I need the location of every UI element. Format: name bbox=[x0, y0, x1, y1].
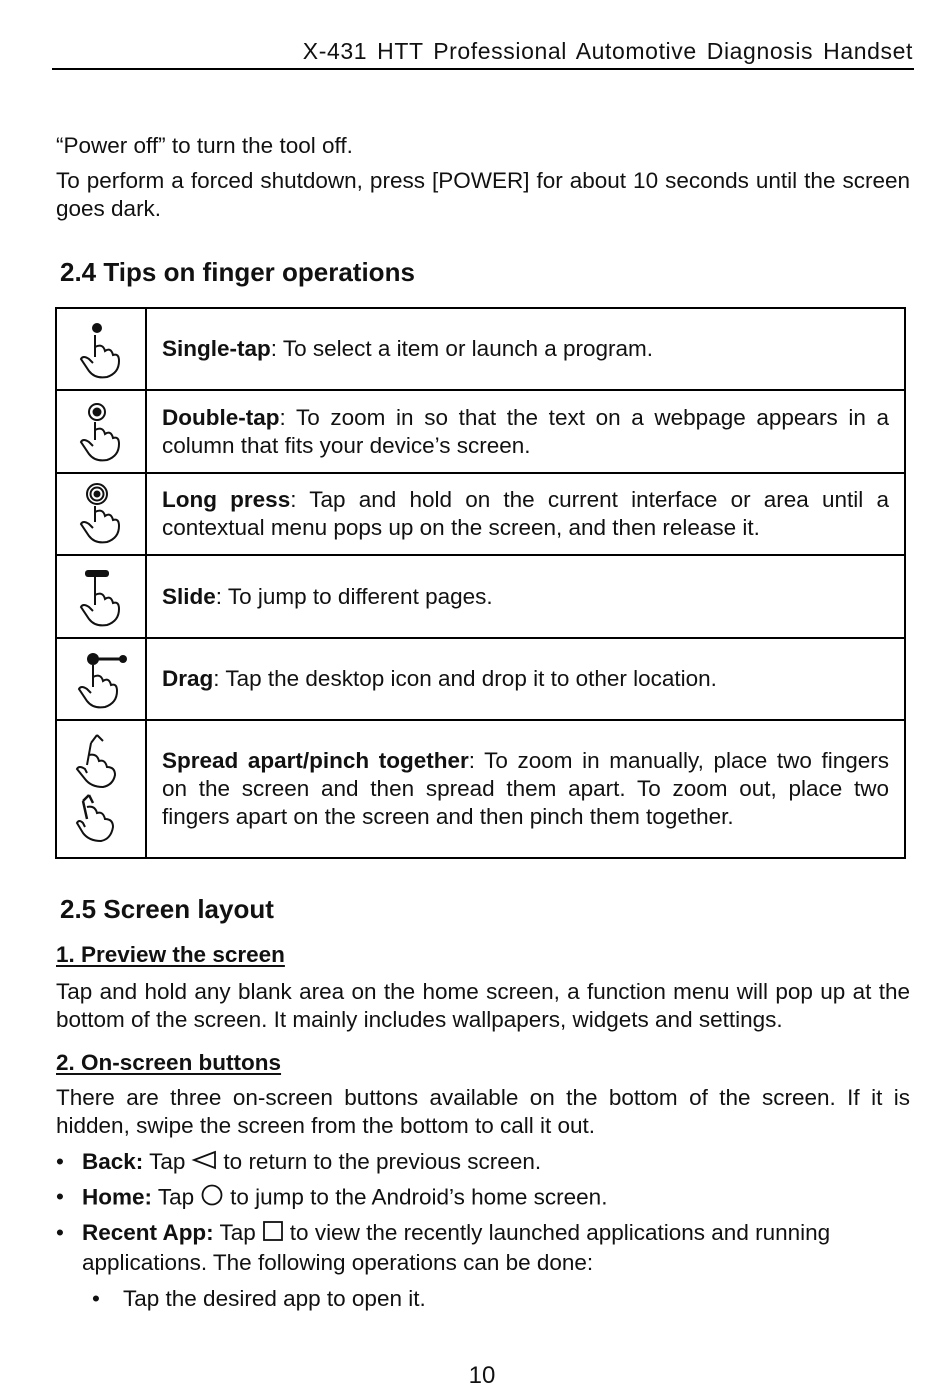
sub-bullet-text: Tap the desired app to open it. bbox=[123, 1286, 426, 1311]
section-heading-tips: 2.4 Tips on finger operations bbox=[60, 257, 415, 287]
bullet-dot: • bbox=[56, 1149, 64, 1174]
tip-term: Slide bbox=[162, 583, 216, 609]
slide-gesture-icon bbox=[57, 565, 145, 629]
tip-row-single-tap bbox=[56, 308, 905, 390]
bullet-pre: Tap bbox=[143, 1149, 186, 1174]
bullet-recent-app bbox=[56, 1219, 910, 1279]
bullet-term: Back: bbox=[82, 1149, 144, 1174]
tip-row-long-press bbox=[56, 473, 905, 555]
preview-paragraph: Tap and hold any blank area on the home screen, a function menu will pop up at the bottom of the screen. It mainly includes wallpapers, widgets and settings. bbox=[56, 979, 910, 1032]
bullet-post: to jump to the Android’s home screen. bbox=[230, 1184, 608, 1210]
bullet-term: Recent App: bbox=[82, 1220, 214, 1245]
intro-line-1: “Power off” to turn the tool off. bbox=[56, 133, 353, 158]
single-tap-gesture-icon bbox=[57, 317, 145, 381]
bullet-pre: Tap bbox=[213, 1220, 256, 1245]
section-heading-layout: 2.5 Screen layout bbox=[60, 894, 274, 924]
tip-term: Single-tap bbox=[162, 336, 271, 361]
bullet-term: Home: bbox=[82, 1184, 153, 1210]
tip-desc: : To jump to different pages. bbox=[215, 583, 493, 609]
tip-desc: : Tap the desktop icon and drop it to other location. bbox=[213, 666, 717, 691]
tip-term: Double-tap bbox=[162, 404, 280, 430]
running-header: X-431 HTT Professional Automotive Diagnosis Handset bbox=[302, 38, 913, 64]
intro-line-2: To perform a forced shutdown, press [POWER] for about 10 seconds until the screen goes dark. bbox=[56, 168, 910, 221]
long-press-gesture-icon bbox=[57, 482, 145, 546]
drag-gesture-icon bbox=[57, 647, 145, 711]
tip-desc: : To select a item or launch a program. bbox=[270, 336, 654, 361]
bullet-dot: • bbox=[92, 1286, 100, 1311]
home-circle-icon bbox=[200, 1183, 224, 1214]
subheading-onscreen-buttons: 2. On-screen buttons bbox=[56, 1050, 282, 1075]
tip-term: Long press bbox=[162, 487, 291, 512]
sub-bullet-open-app bbox=[92, 1285, 910, 1315]
page-number: 10 bbox=[468, 1362, 496, 1389]
spread-pinch-gesture-icon bbox=[57, 729, 145, 849]
double-tap-gesture-icon bbox=[57, 400, 145, 464]
onscreen-buttons-paragraph: There are three on-screen buttons available on the bottom of the screen. If it is hidden, swipe the screen from the bottom to call it out. bbox=[56, 1085, 910, 1138]
tip-term: Drag bbox=[162, 666, 214, 691]
tip-desc: : Tap and hold on the current interface or area until a contextual menu pops up on the screen, and then release it. bbox=[162, 487, 889, 540]
bullet-home bbox=[56, 1183, 910, 1213]
subheading-preview: 1. Preview the screen bbox=[56, 942, 285, 967]
bullet-post: to return to the previous screen. bbox=[223, 1149, 542, 1174]
bullet-dot: • bbox=[56, 1184, 64, 1209]
header-rule bbox=[52, 68, 914, 70]
tip-row-spread-pinch bbox=[56, 720, 905, 858]
tip-row-slide bbox=[56, 555, 905, 638]
bullet-dot: • bbox=[56, 1220, 64, 1245]
tip-term: Spread apart/pinch together bbox=[162, 748, 469, 773]
back-triangle-icon bbox=[191, 1149, 217, 1177]
tip-desc: : To zoom in manually, place two fingers on the screen and then spread them apart. To zoom out, place two fingers apart on the screen and then pinch them together. bbox=[162, 748, 889, 829]
recent-square-icon bbox=[262, 1220, 284, 1249]
bullet-pre: Tap bbox=[152, 1184, 195, 1210]
tip-row-drag bbox=[56, 638, 905, 720]
tip-row-double-tap bbox=[56, 390, 905, 473]
bullet-back bbox=[56, 1148, 910, 1178]
bullet-post: to view the recently launched applications and running applications. The following operations can be done: bbox=[82, 1220, 831, 1275]
gesture-tips-table bbox=[55, 307, 906, 859]
tip-desc: : To zoom in so that the text on a webpage appears in a column that fits your device’s screen. bbox=[162, 404, 889, 458]
